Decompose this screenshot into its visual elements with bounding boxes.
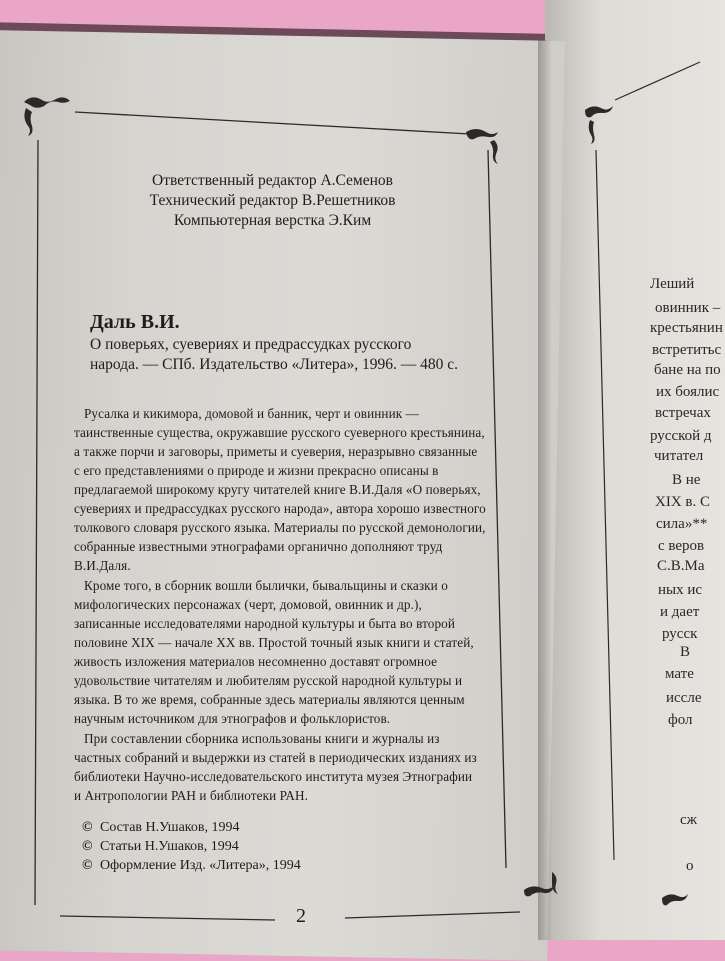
copyright-icon: © — [82, 858, 93, 873]
annotation-line: Кроме того, в сборник вошли былички, бывальщины и сказки о — [84, 578, 448, 593]
annotation-line: половине XIX — начале XX вв. Простой точный язык книги и статей, — [74, 635, 474, 650]
annotation-line: мифологических персонажах (черт, домовой, овинник и др.), — [74, 597, 422, 612]
right-page-fragment: встречах — [655, 405, 711, 421]
annotation-line: и Антропологии РАН и библиотеки РАН. — [74, 788, 309, 803]
copyright-text: Состав Н.Ушаков, 1994 — [100, 820, 240, 835]
frame-right-rule — [488, 150, 506, 868]
annotation-line: При составлении сборника использованы книги и журналы из — [84, 731, 440, 746]
copyright-line — [82, 858, 301, 874]
annotation-line: суевериях и предрассудках русского народа», автора хорошо известного — [74, 501, 486, 516]
right-page-fragment: фол — [668, 712, 693, 728]
annotation-line: удовольствие читателям и любителям русской народной культуры и — [74, 673, 463, 688]
right-page-fragment: В — [680, 644, 691, 660]
corner-ornament-top-right — [466, 129, 498, 164]
copyright-icon: © — [82, 820, 93, 835]
credit-editor: Ответственный редактор А.Семенов — [152, 172, 393, 189]
right-page-fragment: сж — [680, 812, 698, 828]
right-page-fragment: крестьянин — [650, 320, 723, 336]
right-page-fragment: С.В.Ма — [657, 558, 705, 574]
right-page-fragment: иссле — [666, 690, 702, 706]
right-page-left-rule — [596, 150, 614, 860]
credit-tech-editor: Технический редактор В.Решетников — [149, 192, 396, 209]
annotation-line: толкового словаря русского языка. Материалы по русской демонологии, — [74, 520, 486, 535]
copyright-line — [82, 839, 239, 855]
annotation-line: частных собраний и выдержки из статей в периодических изданиях из — [74, 750, 477, 765]
right-page-fragment: с веров — [658, 538, 705, 554]
right-page-fragment: русской д — [650, 428, 712, 444]
annotation-line: предлагаемой широкому кругу читателей книге В.И.Даля «О поверьях, — [74, 482, 481, 497]
right-page-fragment: XIX в. С — [655, 494, 710, 510]
annotation-line: научным источником для этнографов и фольклористов. — [74, 711, 391, 726]
right-page-fragment: ных ис — [658, 582, 703, 598]
right-page-fragment: сила»** — [656, 516, 708, 532]
annotation-line: записанные исследователями народной культуры и быта во второй — [74, 616, 455, 631]
annotation-line: таинственные существа, окружавшие русского суеверного крестьянина, — [74, 425, 485, 440]
right-page-fragment: бане на по — [654, 362, 721, 378]
page-number: 2 — [296, 905, 306, 927]
frame-left-rule — [35, 140, 38, 905]
right-page-fragment: о — [686, 858, 694, 874]
frame-top-rule — [75, 112, 470, 134]
bibliography-line: народа. — СПб. Издательство «Литера», 1996. — 480 с. — [90, 356, 458, 373]
bibliography-line: О поверьях, суевериях и предрассудках русского — [90, 336, 412, 353]
annotation-line: а также порчи и заговоры, приметы и суеверия, неразрывно связанные — [74, 444, 478, 459]
copyright-icon: © — [82, 839, 93, 854]
copyright-text: Оформление Изд. «Литера», 1994 — [100, 858, 301, 873]
annotation-line: В.И.Даля. — [74, 558, 131, 573]
copyright-line — [82, 820, 240, 836]
copyright-text: Статьи Н.Ушаков, 1994 — [100, 839, 239, 854]
right-page-top-rule — [615, 62, 700, 100]
right-page-fragment: мате — [665, 666, 694, 682]
right-page-fragment: читател — [654, 448, 704, 464]
annotation-line: живость изложения материалов несомненно доставят огромное — [74, 654, 438, 669]
frame-bottom-rule-right — [345, 912, 520, 918]
annotation-line: языка. В то же время, собранные здесь материалы являются ценным — [74, 692, 465, 707]
right-page-fragment: овинник – — [655, 300, 721, 316]
corner-ornament-top-left — [24, 97, 70, 136]
right-page-fragment: встретитьс — [652, 342, 722, 358]
annotation-line: библиотеки Научно-исследовательского института музея Этнографии — [74, 769, 473, 784]
right-page-fragment: русск — [662, 626, 698, 642]
frame-bottom-rule-left — [60, 916, 275, 920]
right-page-fragment: В не — [672, 472, 701, 488]
right-page-fragment: и дает — [660, 604, 700, 620]
author-heading: Даль В.И. — [90, 311, 180, 333]
annotation-line: с его представлениями о природе и жизни прекрасно описаны в — [74, 463, 439, 478]
corner-ornament-bottom-right — [524, 872, 558, 896]
annotation-line: Русалка и кикимора, домовой и банник, черт и овинник — — [84, 406, 419, 421]
annotation-line: собранные известными этнографами органично дополняют труд — [74, 539, 443, 554]
credit-layout: Компьютерная верстка Э.Ким — [173, 212, 372, 229]
right-page-fragment: Леший — [650, 276, 695, 292]
right-page-fragment: их боялис — [656, 384, 720, 400]
